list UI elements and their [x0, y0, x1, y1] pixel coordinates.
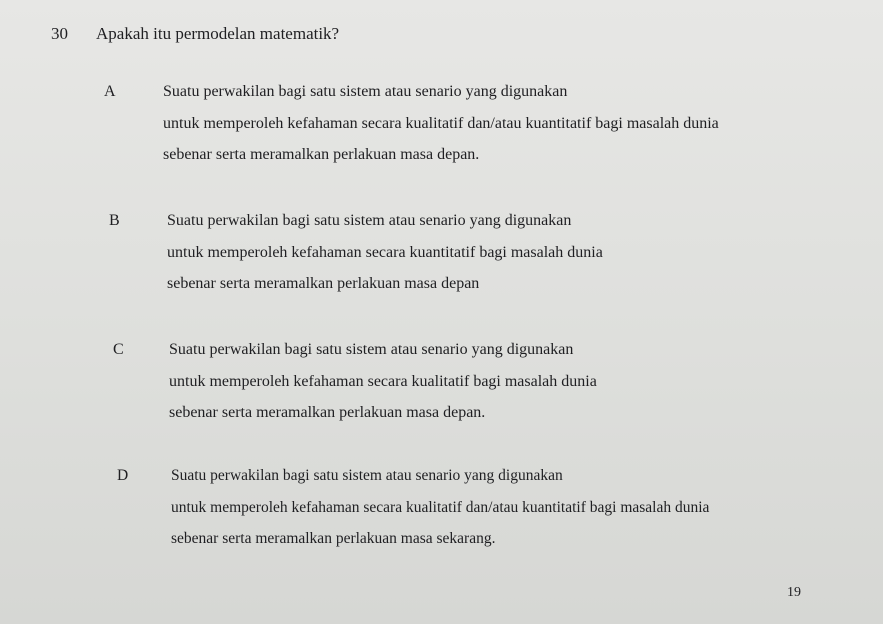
question-30	[51, 24, 339, 44]
option-c-line-3: sebenar serta meramalkan perlakuan masa depan.	[169, 404, 486, 421]
option-a-text	[163, 76, 719, 171]
option-b-letter: B	[109, 212, 120, 229]
option-a-line-1: Suatu perwakilan bagi satu sistem atau senario yang digunakan	[163, 83, 568, 100]
option-c-letter: C	[113, 341, 124, 358]
question-text: Apakah itu permodelan matematik?	[96, 24, 340, 43]
option-d-text	[171, 460, 709, 555]
option-a-line-3: sebenar serta meramalkan perlakuan masa depan.	[163, 146, 480, 163]
option-b-line-2: untuk memperoleh kefahaman secara kuantitatif bagi masalah dunia	[167, 243, 603, 261]
question-number: 30	[51, 24, 68, 43]
option-c-line-2: untuk memperoleh kefahaman secara kualitatif bagi masalah dunia	[169, 372, 597, 390]
option-a-line-2: untuk memperoleh kefahaman secara kualitatif dan/atau kuantitatif bagi masalah dunia	[163, 114, 719, 132]
option-d-line-1: Suatu perwakilan bagi satu sistem atau senario yang digunakan	[171, 467, 563, 484]
page-number: 19	[787, 585, 801, 600]
option-d-letter: D	[117, 467, 129, 484]
option-b-line-3: sebenar serta meramalkan perlakuan masa depan	[167, 275, 480, 292]
option-b-text	[167, 205, 603, 300]
option-d-line-3: sebenar serta meramalkan perlakuan masa sekarang.	[171, 530, 496, 547]
option-d-line-2: untuk memperoleh kefahaman secara kualitatif dan/atau kuantitatif bagi masalah dunia	[171, 498, 710, 516]
option-c-line-1: Suatu perwakilan bagi satu sistem atau senario yang digunakan	[169, 341, 574, 358]
option-c-text	[169, 334, 597, 429]
option-a-letter: A	[104, 83, 116, 100]
option-b-line-1: Suatu perwakilan bagi satu sistem atau senario yang digunakan	[167, 212, 572, 229]
